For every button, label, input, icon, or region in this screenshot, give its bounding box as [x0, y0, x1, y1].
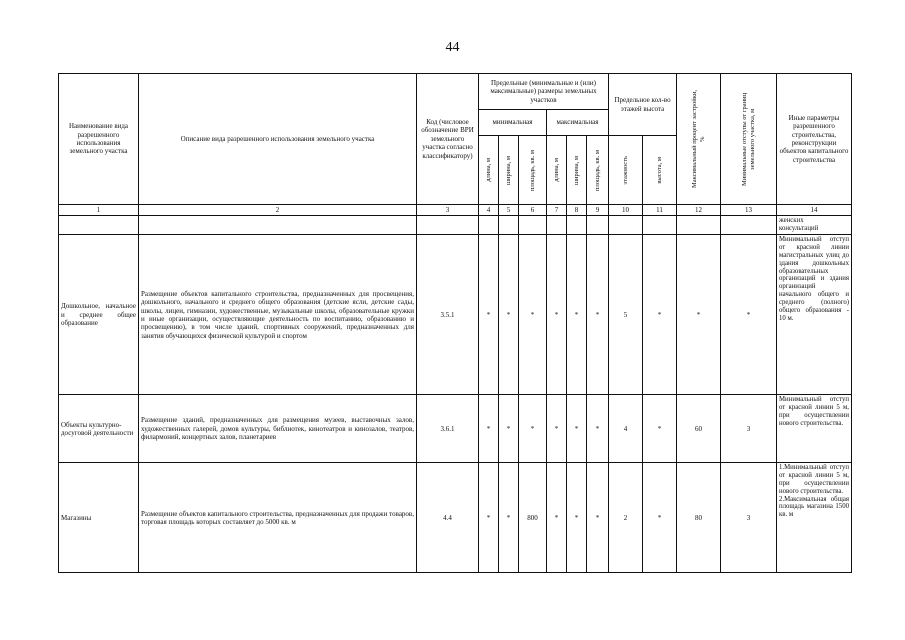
- row-code: 3.6.1: [417, 395, 479, 463]
- row-min-length: *: [479, 395, 499, 463]
- column-number: 5: [499, 205, 519, 216]
- column-number: 6: [519, 205, 547, 216]
- header-max-width: ширина, м: [567, 136, 587, 205]
- column-number: 10: [609, 205, 643, 216]
- row-height: *: [643, 235, 677, 395]
- column-number: 8: [567, 205, 587, 216]
- column-number: 7: [547, 205, 567, 216]
- row-height: *: [643, 463, 677, 573]
- header-height: высота, м: [643, 136, 677, 205]
- column-number: 14: [777, 205, 852, 216]
- column-number: 12: [677, 205, 721, 216]
- row-max-length: *: [547, 235, 567, 395]
- column-number: 4: [479, 205, 499, 216]
- column-number: 9: [587, 205, 609, 216]
- row-name: Дошкольное, начальное и среднее общее образование: [59, 235, 139, 395]
- header-code: Код (числовое обозначение ВРИ земельного участка согласно классификатору): [417, 74, 479, 205]
- table-row: [59, 395, 852, 463]
- row-max-length: *: [547, 395, 567, 463]
- row-max-width: *: [567, 395, 587, 463]
- header-min: минимальная: [479, 110, 547, 136]
- page-number: 44: [445, 40, 460, 55]
- row-min-area: *: [519, 235, 547, 395]
- row-other-params: 1.Минимальный отступ от красной линии 5 м, при осуществлении нового строительства. 2.Максимальная общая площадь магазина 1500 кв. м: [777, 463, 852, 573]
- column-number: 1: [59, 205, 139, 216]
- table-row: [59, 235, 852, 395]
- header-description: Описание вида разрешенного использования земельного участка: [139, 74, 417, 205]
- row-max-length: *: [547, 463, 567, 573]
- header-max-length: длина, м: [547, 136, 567, 205]
- continuation-text: женских консультаций: [777, 216, 852, 235]
- column-number: 2: [139, 205, 417, 216]
- row-description: Размещение объектов капитального строительства, предназначенных для просвещения, дошкольного, начального и среднего общего образования (детские ясли, детские сады, школы, лицеи, гимназии, художественные, музыкальные школы, образовательные кружки и иные организации, осуществляющие деятельность по воспитанию, образованию и просвещению), в том числе зданий, спортивных сооружений, предназначенных для занятия обучающихся физической культурой и спортом: [139, 235, 417, 395]
- header-other-params: Иные параметры разрешенного строительства, реконструкции объектов капитального строительства: [777, 74, 852, 205]
- row-name: Объекты культурно-досуговой деятельности: [59, 395, 139, 463]
- row-other-params: Минимальный отступ от красной линии 5 м, при осуществлении нового строительства.: [777, 395, 852, 463]
- row-coverage: *: [677, 235, 721, 395]
- row-floors: 4: [609, 395, 643, 463]
- row-min-width: *: [499, 395, 519, 463]
- row-max-area: *: [587, 235, 609, 395]
- zoning-regulations-table: [58, 73, 852, 573]
- header-max-area: площадь, кв. м: [587, 136, 609, 205]
- row-coverage: 60: [677, 395, 721, 463]
- row-description: Размещение объектов капитального строительства, предназначенных для продажи товаров, торговая площадь которых составляет до 5000 кв. м: [139, 463, 417, 573]
- header-max: максимальная: [547, 110, 609, 136]
- row-max-area: *: [587, 463, 609, 573]
- column-number: 13: [721, 205, 777, 216]
- header-min-width: ширина, м: [499, 136, 519, 205]
- header-setback: Минимальные отступы от границ земельного участка, м: [721, 74, 777, 205]
- row-floors: 5: [609, 235, 643, 395]
- row-name: Магазины: [59, 463, 139, 573]
- header-floors-group: Предельное кол-во этажей высота: [609, 74, 677, 136]
- row-setback: *: [721, 235, 777, 395]
- header-floors: этажность: [609, 136, 643, 205]
- header-min-length: длина, м: [479, 136, 499, 205]
- row-min-area: 800: [519, 463, 547, 573]
- row-coverage: 80: [677, 463, 721, 573]
- row-other-params: Минимальный отступ от красной линии магистральных улиц до здания дошкольных образовательных организаций и здания организаций начального общего и среднего (полного) общего образования - 10 м.: [777, 235, 852, 395]
- row-setback: 3: [721, 463, 777, 573]
- row-max-width: *: [567, 463, 587, 573]
- column-numbers-row: [59, 205, 852, 216]
- row-min-length: *: [479, 463, 499, 573]
- continuation-row: [59, 216, 852, 235]
- row-description: Размещение зданий, предназначенных для размещения музеев, выставочных залов, художественных галерей, домов культуры, библиотек, кинотеатров и кинозалов, театров, филармоний, концертных залов, планетариев: [139, 395, 417, 463]
- row-min-length: *: [479, 235, 499, 395]
- row-min-area: *: [519, 395, 547, 463]
- column-number: 3: [417, 205, 479, 216]
- header-min-area: площадь, кв. м: [519, 136, 547, 205]
- row-code: 3.5.1: [417, 235, 479, 395]
- row-min-width: *: [499, 463, 519, 573]
- header-sizes-group: Предельные (минимальные и (или) максимальные) размеры земельных участков: [479, 74, 609, 110]
- row-max-width: *: [567, 235, 587, 395]
- row-max-area: *: [587, 395, 609, 463]
- column-number: 11: [643, 205, 677, 216]
- row-floors: 2: [609, 463, 643, 573]
- table-row: [59, 463, 852, 573]
- row-setback: 3: [721, 395, 777, 463]
- row-code: 4.4: [417, 463, 479, 573]
- row-min-width: *: [499, 235, 519, 395]
- header-coverage: Максимальный процент застройки, %: [677, 74, 721, 205]
- row-height: *: [643, 395, 677, 463]
- header-name: Наименование вида разрешенного использования земельного участка: [59, 74, 139, 205]
